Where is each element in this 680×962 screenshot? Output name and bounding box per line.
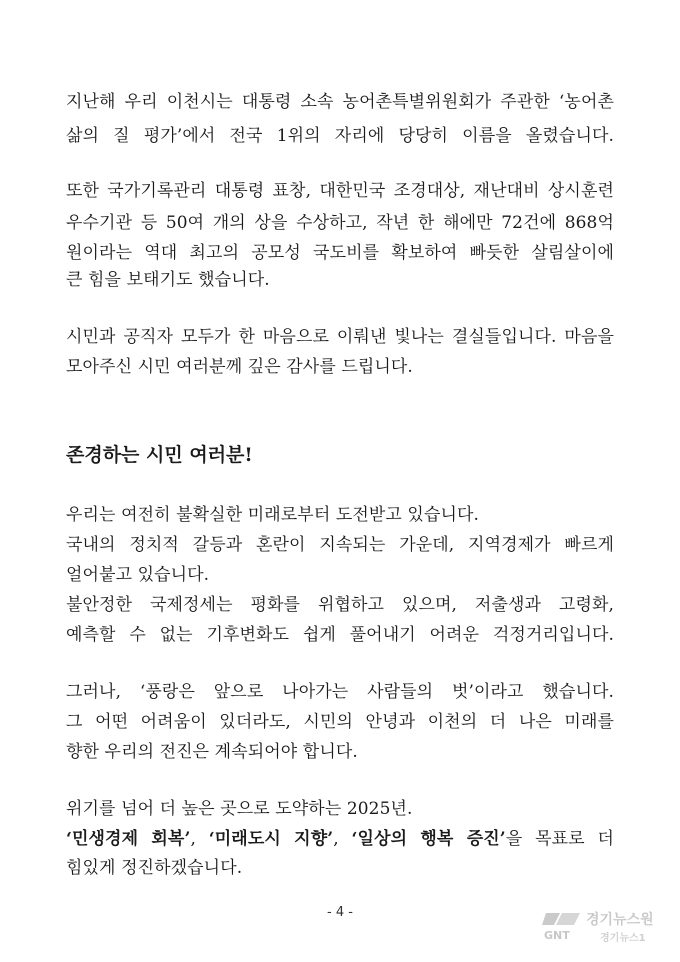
body-text-line: 국내의 정치적 갈등과 혼란이 지속되는 가운데, 지역경제가 빠르게 — [66, 535, 614, 555]
body-text-line: 또한 국가기록관리 대통령 표창, 대한민국 조경대상, 재난대비 상시훈련 — [66, 181, 614, 201]
body-text-line: 모아주신 시민 여러분께 깊은 감사를 드립니다. — [66, 357, 413, 377]
goals-tail: 을 목표로 더 — [505, 829, 615, 849]
body-text-line: 우수기관 등 50여 개의 상을 수상하고, 작년 한 해에만 72건에 868억 — [66, 213, 614, 233]
goal-economy: ‘민생경제 회복’ — [66, 829, 191, 849]
body-text-line: 시민과 공직자 모두가 한 마음으로 이뤄낸 빛나는 결실들입니다. 마음을 — [66, 327, 614, 347]
watermark-title: 경기뉴스원 — [586, 912, 654, 928]
page-number: - 4 - — [327, 905, 353, 920]
body-text-line: 위기를 넘어 더 높은 곳으로 도약하는 2025년. — [66, 799, 413, 819]
goals-line — [66, 829, 614, 849]
body-text-line: 우리는 여전히 불확실한 미래로부터 도전받고 있습니다. — [66, 505, 480, 525]
watermark — [540, 907, 668, 947]
body-text-line: 그 어떤 어려움이 있더라도, 시민의 안녕과 이천의 더 나은 미래를 — [66, 712, 614, 732]
goal-happiness: ‘일상의 행복 증진’ — [351, 829, 506, 849]
body-text-line: 그러나, ‘풍랑은 앞으로 나아가는 사람들의 벗’이라고 했습니다. — [66, 682, 614, 702]
body-text-line: 큰 힘을 보태기도 했습니다. — [66, 270, 270, 290]
body-text-line: 불안정한 국제정세는 평화를 위협하고 있으며, 저출생과 고령화, — [66, 595, 614, 615]
goal-separator: , — [333, 829, 352, 849]
body-text-line: 힘있게 정진하겠습니다. — [66, 858, 243, 878]
body-text-line: 예측할 수 없는 기후변화도 쉽게 풀어내기 어려운 걱정거리입니다. — [66, 625, 614, 645]
body-text-line: 지난해 우리 이천시는 대통령 소속 농어촌특별위원회가 주관한 ‘농어촌 — [66, 92, 614, 112]
news-logo-icon — [540, 909, 584, 943]
watermark-subtitle: 경기뉴스1 — [600, 933, 646, 944]
body-text-line: 원이라는 역대 최고의 공모성 국도비를 확보하여 빠듯한 살림살이에 — [66, 243, 614, 263]
svg-text:GNT: GNT — [544, 929, 570, 942]
goal-separator: , — [190, 829, 209, 849]
body-text-line: 향한 우리의 전진은 계속되어야 합니다. — [66, 742, 358, 762]
goal-future-city: ‘미래도시 지향’ — [208, 829, 334, 849]
body-text-line: 얼어붙고 있습니다. — [66, 565, 210, 585]
section-heading: 존경하는 시민 여러분! — [66, 444, 253, 466]
body-text-line: 삶의 질 평가’에서 전국 1위의 자리에 당당히 이름을 올렸습니다. — [66, 126, 614, 146]
